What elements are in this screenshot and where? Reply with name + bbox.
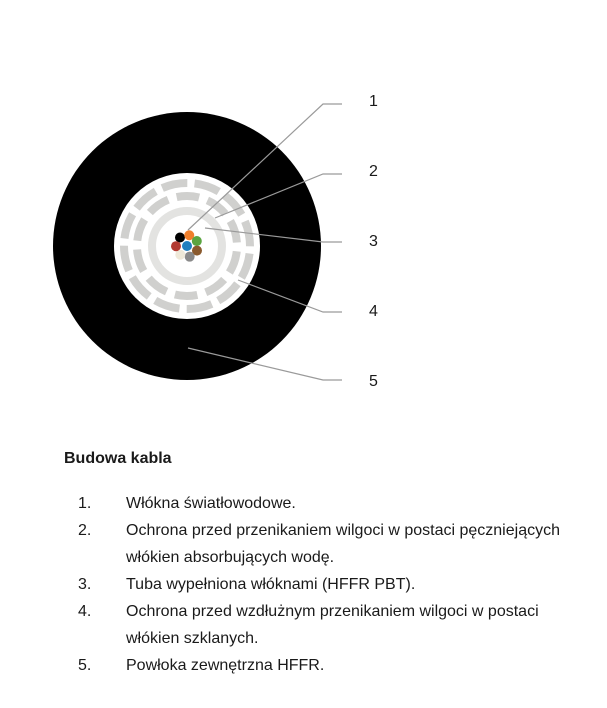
fiber bbox=[182, 241, 192, 251]
callout-2: 2 bbox=[369, 163, 378, 180]
legend-item-number: 5. bbox=[78, 657, 92, 674]
legend-item bbox=[64, 571, 594, 598]
legend-item bbox=[64, 652, 594, 679]
swelling-yarn-segment bbox=[175, 295, 197, 296]
legend-item-text: Ochrona przed przenikaniem wilgoci w postaci pęczniejących włókien absorbujących wodę. bbox=[126, 522, 560, 566]
callout-3: 3 bbox=[369, 233, 378, 250]
legend-item bbox=[64, 598, 594, 652]
legend-item-number: 2. bbox=[78, 522, 92, 539]
callout-4: 4 bbox=[369, 303, 378, 320]
legend-item bbox=[64, 517, 594, 571]
legend-list bbox=[64, 490, 594, 679]
legend-item-number: 3. bbox=[78, 576, 92, 593]
legend-item-text: Ochrona przed wzdłużnym przenikaniem wilgoci w postaci włókien szklanych. bbox=[126, 603, 539, 647]
fiber bbox=[192, 236, 202, 246]
swelling-yarn-segment bbox=[177, 196, 199, 197]
legend-item-text: Tuba wypełniona włóknami (HFFR PBT). bbox=[126, 576, 416, 593]
legend-item-text: Powłoka zewnętrzna HFFR. bbox=[126, 657, 325, 674]
legend-item bbox=[64, 490, 594, 517]
fiber bbox=[175, 250, 185, 260]
legend-title: Budowa kabla bbox=[64, 450, 172, 467]
fiber bbox=[175, 233, 185, 243]
legend-item-number: 4. bbox=[78, 603, 92, 620]
callout-1: 1 bbox=[369, 93, 378, 110]
fiber bbox=[185, 252, 195, 262]
legend-item-number: 1. bbox=[78, 495, 92, 512]
legend-item-text: Włókna światłowodowe. bbox=[126, 495, 296, 512]
callout-5: 5 bbox=[369, 373, 378, 390]
fiber bbox=[171, 241, 181, 251]
